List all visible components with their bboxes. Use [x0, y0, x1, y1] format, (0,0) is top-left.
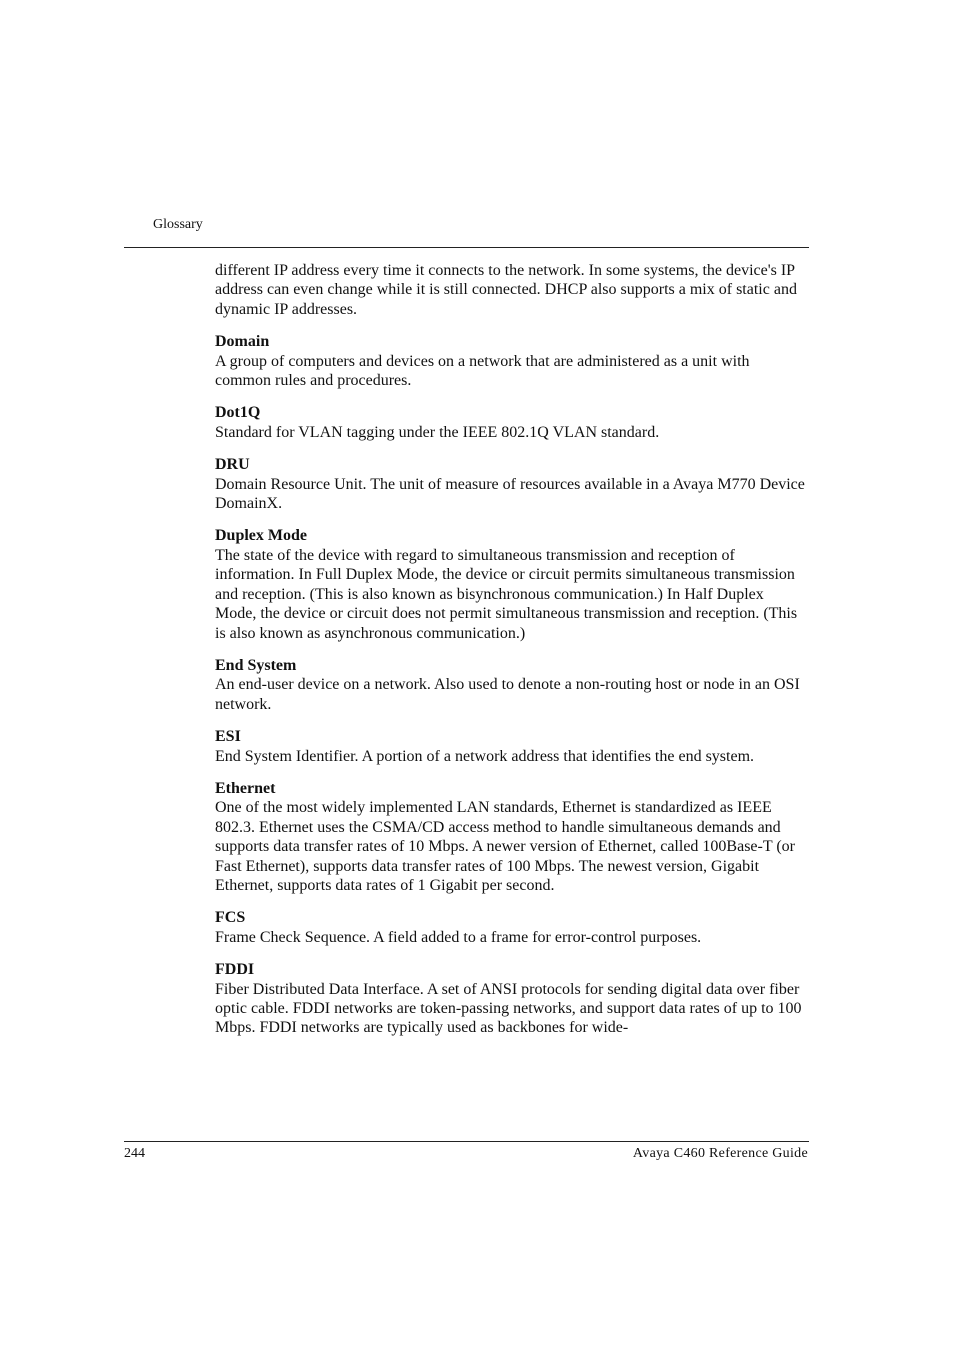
entry-term: DRU	[215, 456, 250, 474]
entry-term: Ethernet	[215, 779, 276, 797]
entry-definition: A group of computers and devices on a network that are administered as a unit with common rules and procedures.	[215, 352, 750, 390]
entry-definition: Standard for VLAN tagging under the IEEE 802.1Q VLAN standard.	[215, 423, 660, 441]
footer-divider	[124, 1141, 809, 1142]
entry-term: Duplex Mode	[215, 527, 307, 545]
entry-term: FCS	[215, 909, 246, 927]
running-header: Glossary	[153, 217, 203, 232]
entry-term: Dot1Q	[215, 404, 261, 422]
entry-definition: End System Identifier. A portion of a network address that identifies the end system.	[215, 747, 755, 765]
entry-term: ESI	[215, 728, 241, 746]
glossary-entry-fcs	[215, 908, 809, 947]
glossary-entry-ethernet	[215, 779, 809, 895]
entry-term: End System	[215, 656, 297, 674]
entry-definition: The state of the device with regard to simultaneous transmission and reception of information. In Full Duplex Mode, the device or circuit permits simultaneous transmission and reception. (This is also known as bisynchronous communication.) In Half Duplex Mode, the device or circuit does not permit simultaneous transmission and reception. (This is also known as asynchronous communication.)	[215, 546, 798, 642]
header-divider	[124, 247, 809, 248]
glossary-entry-esi	[215, 727, 809, 766]
document-title: Avaya C460 Reference Guide	[632, 1146, 808, 1161]
page-number: 244	[124, 1146, 145, 1161]
entry-term: FDDI	[215, 961, 255, 979]
continued-paragraph: different IP address every time it connects to the network. In some systems, the device's IP address can even change while it is still connected. DHCP also supports a mix of static and dynamic IP addresses.	[215, 262, 797, 318]
glossary-entry-dot1q	[215, 403, 809, 442]
glossary-entry-duplex-mode	[215, 526, 809, 642]
entry-definition: Fiber Distributed Data Interface. A set of ANSI protocols for sending digital data over fiber optic cable. FDDI networks are token-passing networks, and support data rates of up to 100 Mbps. FDDI networks are typically used as backbones for wide-	[215, 980, 802, 1037]
entry-definition: Domain Resource Unit. The unit of measure of resources available in a Avaya M770 Device DomainX.	[215, 475, 805, 513]
glossary-entry-domain	[215, 332, 809, 390]
glossary-entry-dru	[215, 455, 809, 513]
entry-definition: Frame Check Sequence. A field added to a frame for error-control purposes.	[215, 928, 702, 946]
entry-term: Domain	[215, 333, 270, 351]
entry-definition: An end-user device on a network. Also used to denote a non-routing host or node in an OSI network.	[215, 676, 800, 713]
entry-definition: One of the most widely implemented LAN standards, Ethernet is standardized as IEEE 802.3. Ethernet uses the CSMA/CD access method to handle simultaneous demands and supports data transfer rates of 10 Mbps. A newer version of Ethernet, called 100Base-T (or Fast Ethernet), supports data transfer rates of 100 Mbps. The newest version, Gigabit Ethernet, supports data rates of 1 Gigabit per second.	[215, 799, 795, 894]
glossary-entry-fddi	[215, 960, 809, 1038]
glossary-content	[215, 261, 809, 1038]
glossary-entry-end-system	[215, 656, 809, 714]
